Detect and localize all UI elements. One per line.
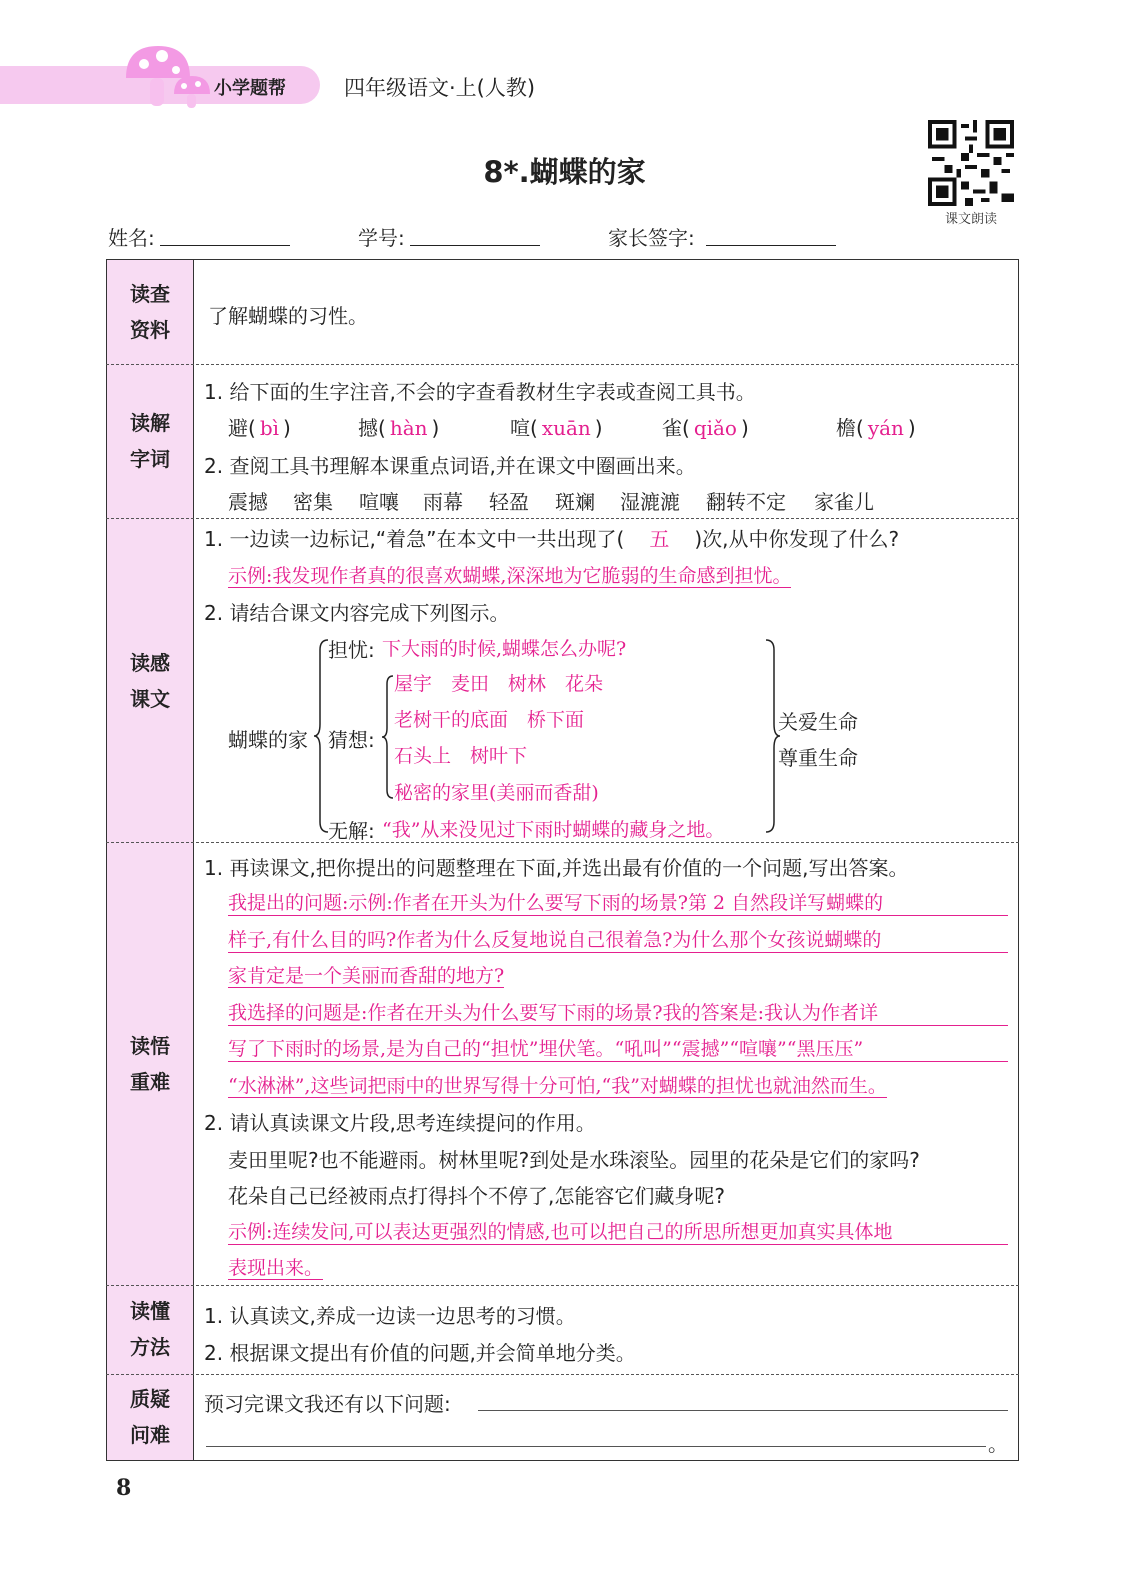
passage-line: 花朵自己已经被雨点打得抖个不停了,怎能容它们藏身呢? bbox=[228, 1184, 725, 1208]
questions-input-line[interactable] bbox=[206, 1446, 986, 1447]
questions-prompt: 预习完课文我还有以下问题: bbox=[204, 1392, 451, 1416]
section-label-research: 读查 资料 bbox=[130, 282, 170, 342]
brand-label: 小学题帮 bbox=[214, 78, 286, 99]
reading-answer-1: 示例:我发现作者真的很喜欢蝴蝶,深深地为它脆弱的生命感到担忧。 bbox=[228, 565, 792, 587]
number-field[interactable] bbox=[410, 245, 540, 246]
lesson-title: 8*.蝴蝶的家 bbox=[483, 155, 646, 189]
column-divider bbox=[193, 259, 194, 1461]
vocab-word: 斑斓 bbox=[555, 490, 595, 514]
worry-text: 下大雨的时候,蝴蝶怎么办呢? bbox=[382, 638, 627, 660]
pinyin-item: 檐( yán ) bbox=[836, 416, 916, 440]
answer-line: 表现出来。 bbox=[228, 1257, 324, 1279]
row-divider bbox=[106, 842, 1019, 843]
page-number: 8 bbox=[116, 1475, 132, 1501]
questions-input-line[interactable] bbox=[478, 1410, 1008, 1411]
vocab-word: 家雀儿 bbox=[814, 490, 874, 514]
diagram-root: 蝴蝶的家 bbox=[228, 728, 308, 752]
qr-caption: 课文朗读 bbox=[944, 212, 997, 227]
answer-line: 家肯定是一个美丽而香甜的地方? bbox=[228, 965, 505, 987]
vocab-word: 湿漉漉 bbox=[620, 490, 680, 514]
vocab-word: 轻盈 bbox=[489, 490, 529, 514]
pinyin-item: 避( bì ) bbox=[228, 416, 291, 440]
parent-signature-field[interactable] bbox=[706, 245, 836, 246]
number-label: 学号: bbox=[358, 226, 405, 250]
name-label: 姓名: bbox=[108, 226, 155, 250]
vocab-question-1: 1. 给下面的生字注音,不会的字查看教材生字表或查阅工具书。 bbox=[204, 380, 756, 404]
vocab-question-2: 2. 查阅工具书理解本课重点词语,并在课文中圈画出来。 bbox=[204, 454, 696, 478]
parent-signature-label: 家长签字: bbox=[608, 226, 695, 250]
row-divider bbox=[106, 1374, 1019, 1375]
answer-line: 写了下雨时的场景,是为自己的“担忧”埋伏笔。“吼叫”“震撼”“喧嚷”“黑压压” bbox=[228, 1034, 1008, 1062]
section-label-method: 读懂 方法 bbox=[130, 1299, 170, 1359]
qr-code-icon bbox=[928, 120, 1014, 206]
right-brace-icon bbox=[762, 636, 782, 836]
pinyin-item: 喧( xuān ) bbox=[510, 416, 603, 440]
method-line-1: 1. 认真读文,养成一边读一边思考的习惯。 bbox=[204, 1304, 576, 1328]
answer-line: 示例:连续发问,可以表达更强烈的情感,也可以把自己的所思所想更加真实具体地 bbox=[228, 1217, 1008, 1245]
none-text: “我”从来没见过下雨时蝴蝶的藏身之地。 bbox=[382, 819, 725, 841]
row-divider bbox=[106, 1285, 1019, 1286]
guess-label: 猜想: bbox=[328, 728, 375, 752]
grade-label: 四年级语文·上(人教) bbox=[344, 76, 536, 100]
pinyin-item: 撼( hàn ) bbox=[358, 416, 440, 440]
method-line-2: 2. 根据课文提出有价值的问题,并会简单地分类。 bbox=[204, 1341, 636, 1365]
vocab-word: 雨幕 bbox=[423, 490, 463, 514]
reading-question-2: 2. 请结合课文内容完成下列图示。 bbox=[204, 601, 510, 625]
mushroom-logo-icon bbox=[118, 38, 218, 110]
none-label: 无解: bbox=[328, 819, 375, 843]
section-label-difficulty: 读悟 重难 bbox=[130, 1034, 170, 1094]
answer-line: 样子,有什么目的吗?作者为什么反复地说自己很着急?为什么那个女孩说蝴蝶的 bbox=[228, 925, 1008, 953]
vocab-word: 喧嚷 bbox=[359, 490, 399, 514]
section-label-reading: 读感 课文 bbox=[130, 651, 170, 711]
research-text: 了解蝴蝶的习性。 bbox=[208, 304, 368, 328]
section-label-questions: 质疑 问难 bbox=[130, 1387, 170, 1447]
end-mark: 。 bbox=[988, 1432, 1008, 1456]
diagram-result-2: 尊重生命 bbox=[778, 746, 858, 770]
row-divider bbox=[106, 364, 1019, 365]
guess-item: 秘密的家里(美丽而香甜) bbox=[394, 782, 599, 804]
answer-line: 我选择的问题是:作者在开头为什么要写下雨的场景?我的答案是:我认为作者详 bbox=[228, 998, 1008, 1026]
vocab-word: 震撼 bbox=[228, 490, 268, 514]
vocab-word: 翻转不定 bbox=[706, 490, 786, 514]
row-divider bbox=[106, 518, 1019, 519]
worry-label: 担忧: bbox=[328, 638, 375, 662]
vocab-word: 密集 bbox=[293, 490, 333, 514]
diagram-result-1: 关爱生命 bbox=[778, 710, 858, 734]
guess-item: 老树干的底面 桥下面 bbox=[394, 709, 585, 731]
difficulty-question-2: 2. 请认真读课文片段,思考连续提问的作用。 bbox=[204, 1111, 596, 1135]
guess-item: 石头上 树叶下 bbox=[394, 745, 528, 767]
name-field[interactable] bbox=[160, 245, 290, 246]
difficulty-question-1: 1. 再读课文,把你提出的问题整理在下面,并选出最有价值的一个问题,写出答案。 bbox=[204, 856, 909, 880]
reading-question-1: 1. 一边读一边标记,“着急”在本文中一共出现了( 五 )次,从中你发现了什么? bbox=[204, 527, 900, 551]
guess-item: 屋宇 麦田 树林 花朵 bbox=[394, 673, 604, 695]
pinyin-item: 雀( qiǎo ) bbox=[662, 416, 749, 440]
answer-line: “水淋淋”,这些词把雨中的世界写得十分可怕,“我”对蝴蝶的担忧也就油然而生。 bbox=[228, 1075, 887, 1097]
section-label-vocab: 读解 字词 bbox=[130, 411, 170, 471]
answer-line: 我提出的问题:示例:作者在开头为什么要写下雨的场景?第 2 自然段详写蝴蝶的 bbox=[228, 888, 1008, 916]
passage-line: 麦田里呢?也不能避雨。树林里呢?到处是水珠滚坠。园里的花朵是它们的家吗? bbox=[228, 1148, 920, 1172]
